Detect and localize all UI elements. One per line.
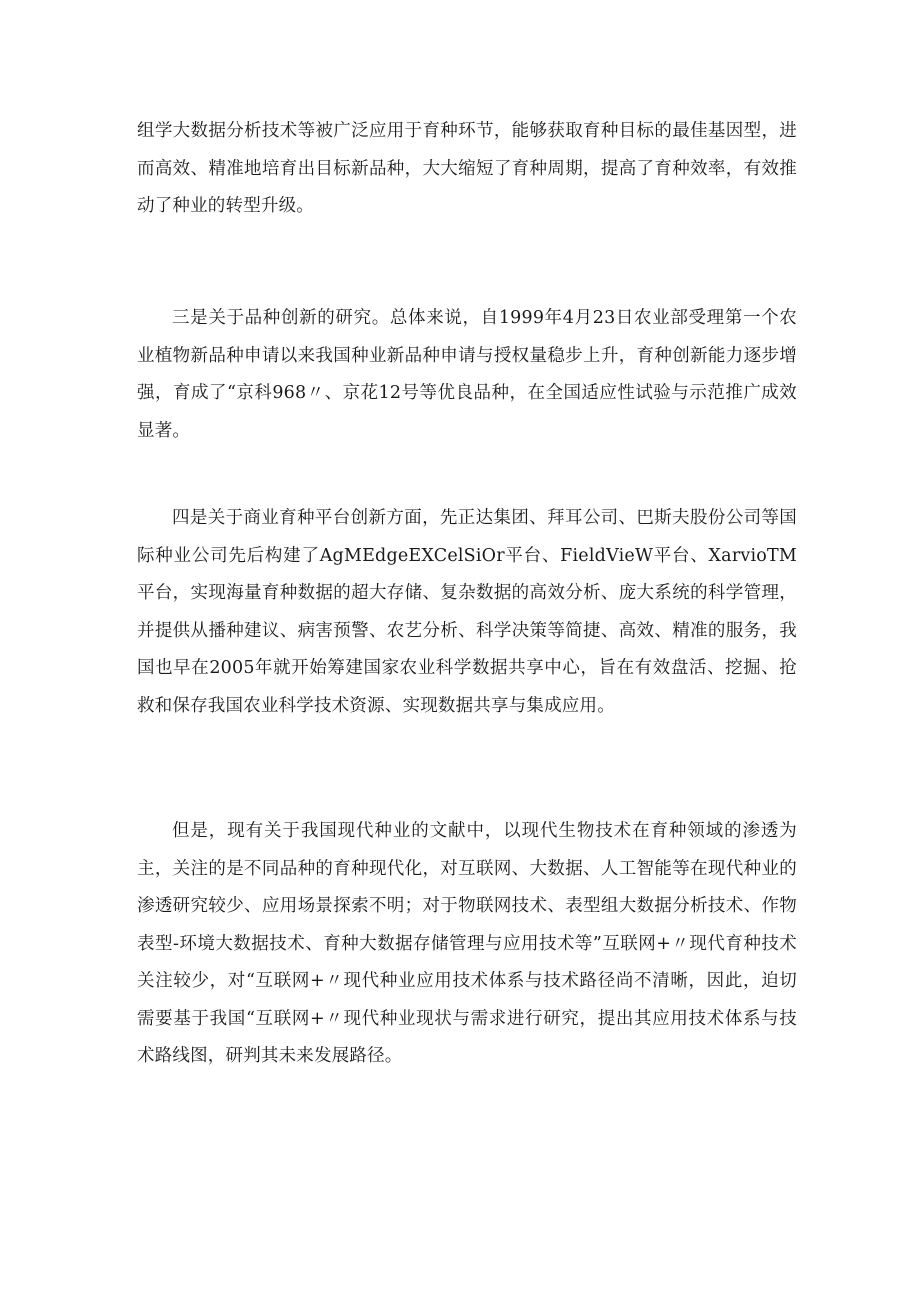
paragraph-variety-innovation: 三是关于品种创新的研究。总体来说，自1999年4月23日农业部受理第一个农业植物新品种申请以来我国种业新品种申请与授权量稳步上升，育种创新能力逐步增强，育成了“京科968〃、京花12号等优良品种，在全国适应性试验与示范推广成效显著。 — [137, 308, 797, 441]
paragraph-continuation: 组学大数据分析技术等被广泛应用于育种环节，能够获取育种目标的最佳基因型，进而高效、精准地培育出目标新品种，大大缩短了育种周期，提高了育种效率，有效推动了种业的转型升级。 — [137, 121, 797, 216]
paragraph-commercial-platform: 四是关于商业育种平台创新方面，先正达集团、拜耳公司、巴斯夫股份公司等国际种业公司先后构建了AgMEdgeEXCelSiOr平台、FieldVieW平台、XarvioTM平台，实现海量育种数据的超大存储、复杂数据的高效分析、庞大系统的科学管理，并提供从播种建议、病害预警、农艺分析、科学决策等简捷、高效、精准的服务，我国也早在2005年就开始筹建国家农业科学数据共享中心，旨在有效盘活、挖掘、抢救和保存我国农业科学技术资源、实现数据共享与集成应用。 — [137, 508, 797, 716]
paragraph-research-gap: 但是，现有关于我国现代种业的文献中，以现代生物技术在育种领域的渗透为主，关注的是不同品种的育种现代化，对互联网、大数据、人工智能等在现代种业的渗透研究较少、应用场景探索不明；对于物联网技术、表型组大数据分析技术、作物表型-环境大数据技术、育种大数据存储管理与应用技术等”互联网+〃现代育种技术关注较少，对“互联网+〃现代种业应用技术体系与技术路径尚不清晰，因此，迫切需要基于我国“互联网+〃现代种业现状与需求进行研究，提出其应用技术体系与技术路线图，研判其未来发展路径。 — [137, 821, 797, 1066]
